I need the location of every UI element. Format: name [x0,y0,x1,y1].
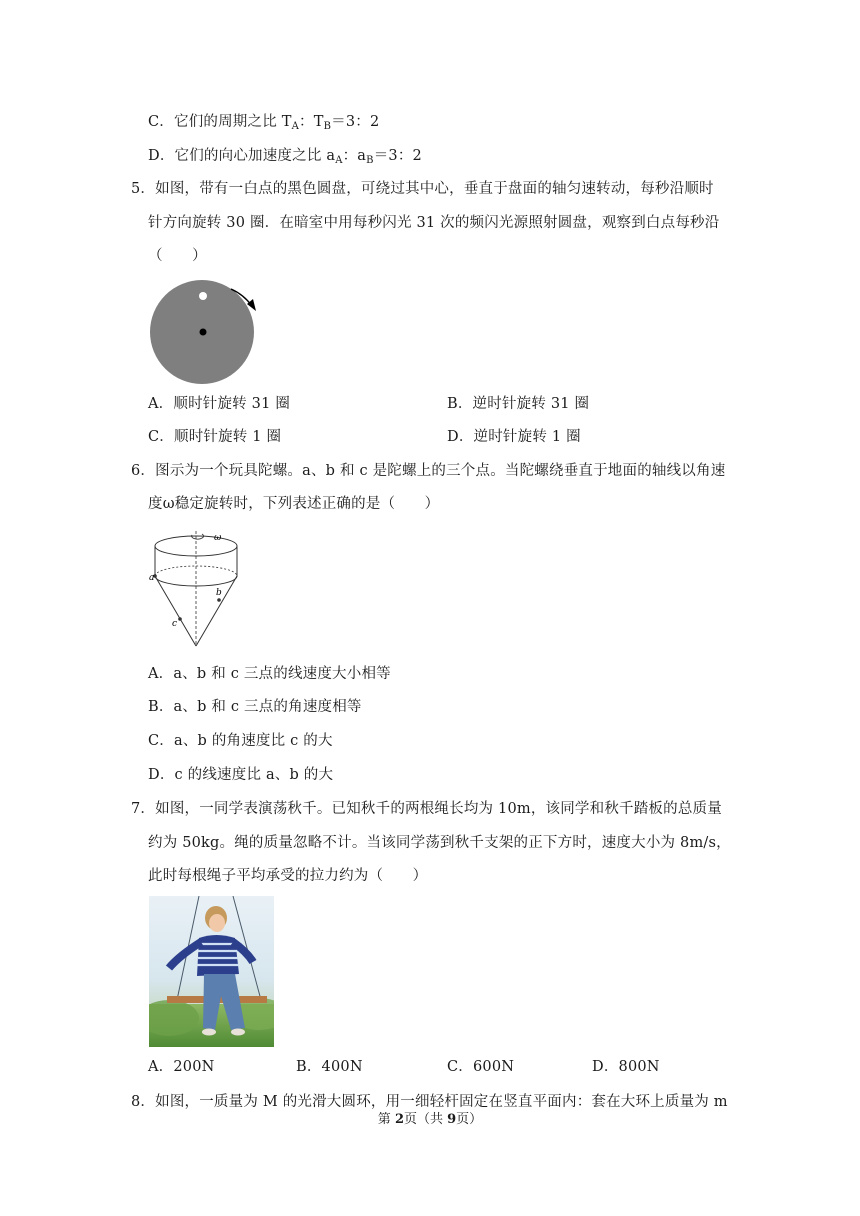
q6-option-a: A．a、b 和 c 三点的线速度大小相等 [148,666,391,682]
point-c [178,617,182,621]
white-dot [199,292,207,300]
q4-option-c-sub-b: B [323,121,332,132]
q5-stem-line3: （ ） [148,248,207,264]
q4-option-c-suffix: ＝3：2 [331,114,380,130]
q5-option-c: C．顺时针旋转 1 圈 [148,429,282,445]
footer-suffix: 页） [456,1112,483,1127]
q4-option-c [148,112,379,137]
cone-right-side [196,576,237,646]
q7-option-a: A．200N [148,1059,215,1075]
q6-option-b: B．a、b 和 c 三点的角速度相等 [148,699,362,715]
q4-option-c-sub-a: A [291,121,299,132]
label-a: a [149,573,155,583]
q4-option-d-sub-a: A [335,155,343,166]
girl-shoe-left [202,1029,216,1036]
page-footer [0,1111,860,1129]
q5-option-a: A．顺时针旋转 31 圈 [148,396,291,412]
rotating-disk-figure [146,276,262,388]
q5-stem-line1: 5．如图，带有一白点的黑色圆盘，可绕过其中心，垂直于盘面的轴匀速转动，每秒沿顺时 [131,181,714,197]
q4-option-c-mid: ：T [299,114,324,130]
q6-stem-line1: 6．图示为一个玩具陀螺。a、b 和 c 是陀螺上的三个点。当陀螺绕垂直于地面的轴线以角速 [131,463,726,479]
spinning-top-figure [146,528,246,650]
q5-option-d: D．逆时针旋转 1 圈 [447,429,581,445]
center-dot [200,329,207,336]
q4-option-d-text: D．它们的向心加速度之比 a [148,148,336,164]
q4-option-d-mid: ：a [342,148,367,164]
q7-stem-line2: 约为 50kg。绳的质量忽略不计。当该同学荡到秋千支架的正下方时，速度大小为 8m/s， [148,835,731,851]
point-b [217,598,221,602]
girl-shoe-right [231,1029,245,1036]
q4-option-d-sub-b: B [366,155,374,166]
label-b: b [216,588,222,598]
q5-stem-line2: 针方向旋转 30 圈．在暗室中用每秒闪光 31 次的频闪光源照射圆盘，观察到白点每秒沿 [148,215,720,231]
q8-stem-line1: 8．如图，一质量为 M 的光滑大圆环，用一细轻杆固定在竖直平面内：套在大环上质量为 m [131,1094,728,1110]
footer-mid: 页（共 [403,1112,448,1127]
q6-option-d: D．c 的线速度比 a、b 的大 [148,767,334,783]
label-c: c [172,619,178,629]
omega-label: ω [214,533,222,543]
q7-stem-line3: 此时每根绳子平均承受的拉力约为（ ） [148,868,428,884]
q4-option-c-text: C．它们的周期之比 T [148,114,292,130]
q6-stem-line2: 度ω稳定旋转时，下列表述正确的是（ ） [148,496,440,512]
q7-option-c: C．600N [447,1059,515,1075]
swing-photo [149,896,274,1047]
footer-total-pages: 9 [447,1112,457,1127]
girl-sweater [197,935,239,976]
q7-stem-line1: 7．如图，一同学表演荡秋千。已知秋千的两根绳长均为 10m，该同学和秋千踏板的总质量 [131,801,722,817]
footer-prefix: 第 [377,1112,395,1127]
footer-page-number: 2 [394,1112,404,1127]
cone-left-side [155,576,196,646]
q7-option-d: D．800N [592,1059,660,1075]
q7-option-b: B．400N [296,1059,363,1075]
girl-face [209,914,225,932]
q4-option-d-suffix: ＝3：2 [373,148,422,164]
q4-option-d [148,146,422,171]
q6-option-c: C．a、b 的角速度比 c 的大 [148,733,333,749]
q5-option-b: B．逆时针旋转 31 圈 [447,396,590,412]
